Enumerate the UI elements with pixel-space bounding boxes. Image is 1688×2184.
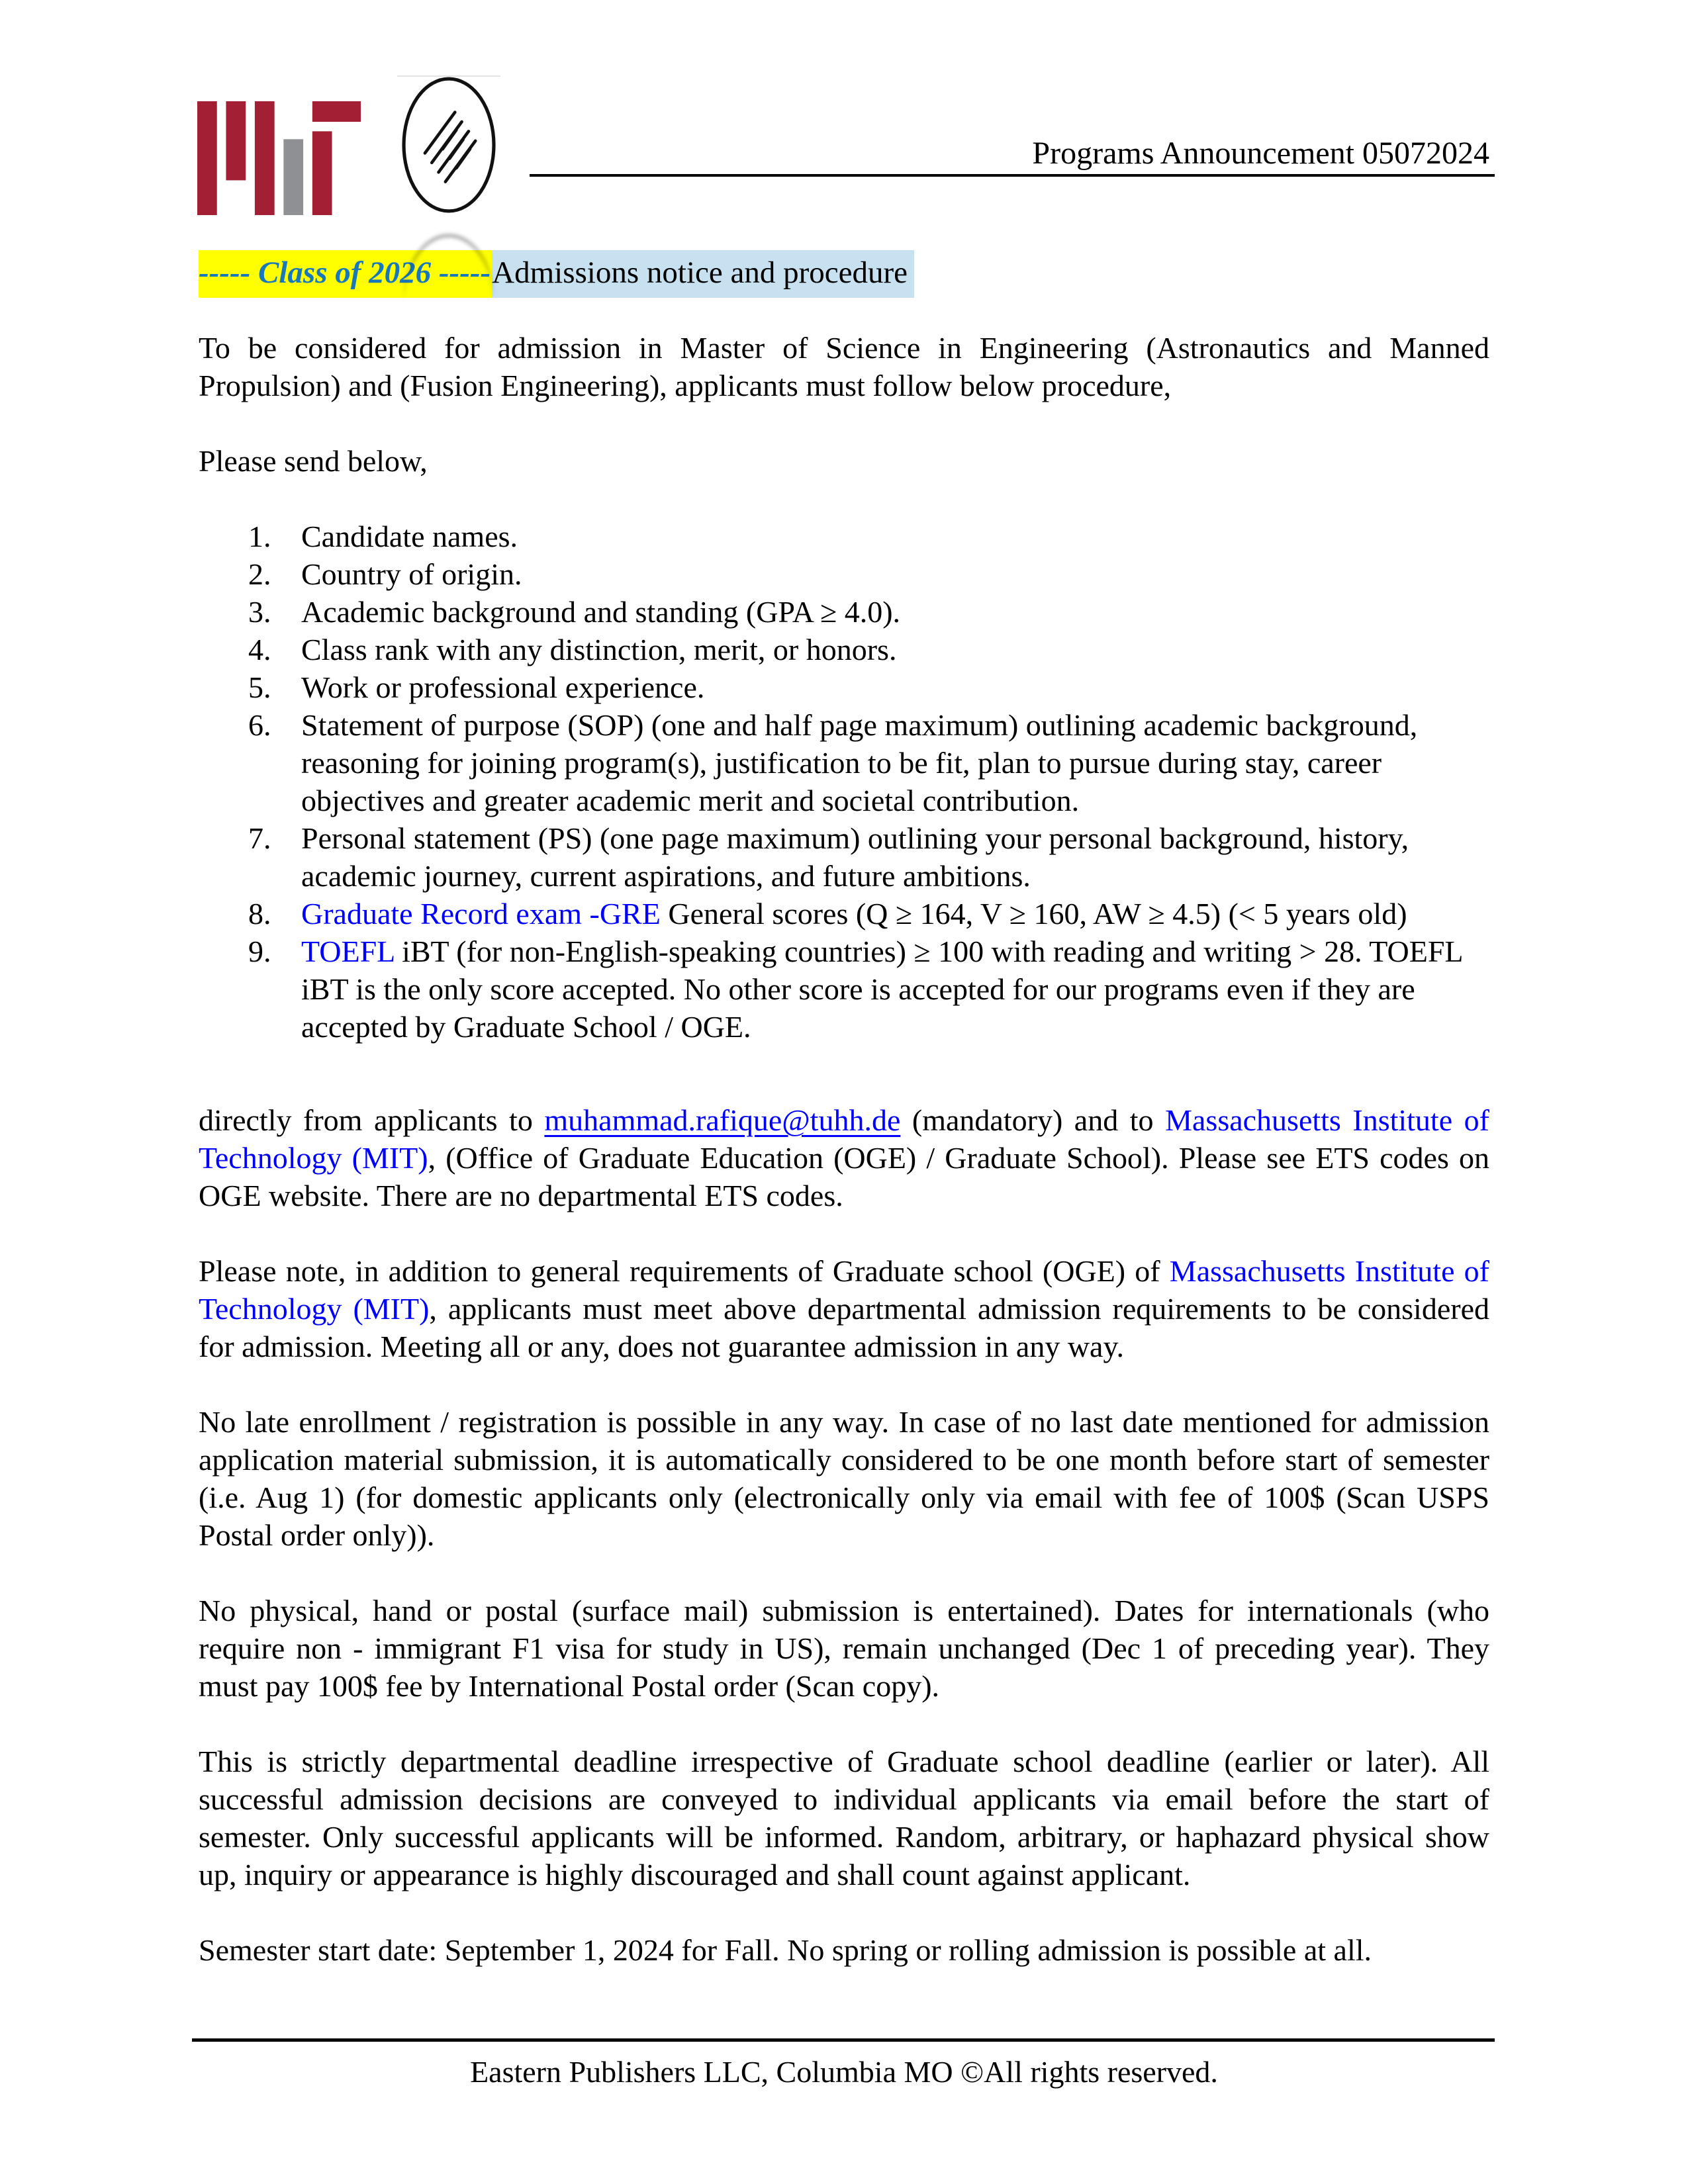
email-link[interactable]: muhammad.rafique@tuhh.de — [544, 1103, 901, 1137]
list-item-text: Candidate names. — [301, 520, 518, 553]
list-item-text: Class rank with any distinction, merit, or honors. — [301, 633, 897, 666]
deadline-paragraph: This is strictly departmental deadline irrespective of Graduate school deadline (earlier or later). All successful admission decisions are conveyed to individual applicants via email before the start of semester. Only successful applicants will be informed. Random, arbitrary, or haphazard physical show up, inquiry or appearance is highly discouraged and shall count against applicant. — [199, 1745, 1489, 1891]
toefl-keyword: TOEFL — [301, 934, 395, 968]
paragraph-text: , (Office of Graduate Education (OGE) / Graduate School). Please see ETS codes on OGE website. There are no departmental ETS codes. — [199, 1141, 1489, 1212]
directly-paragraph — [199, 1101, 1489, 1214]
late-enrollment-paragraph: No late enrollment / registration is possible in any way. In case of no last date mentioned for admission application material submission, it is automatically considered to be one month before start of semester (i.e. Aug 1) (for domestic applicants only (electronically only via email with fee of 100$ (Scan USPS Postal order only)). — [199, 1405, 1489, 1552]
list-item-text: Academic background and standing (GPA ≥ 4.0). — [301, 595, 901, 629]
publisher-logo-box — [397, 75, 500, 302]
class-of-2026-highlight: ----- Class of 2026 ----- — [199, 250, 492, 298]
list-item — [199, 668, 1489, 706]
hatched-ellipse-logo-icon — [397, 77, 500, 302]
list-item-text: Statement of purpose (SOP) (one and half page maximum) outlining academic background, reasoning for joining program(s), justification to be fit, plan to pursue during stay, career objectives and greater academic merit and societal contribution. — [301, 708, 1418, 817]
send-below-line: Please send below, — [199, 444, 428, 478]
list-number: 6. — [248, 708, 271, 742]
note-paragraph — [199, 1252, 1489, 1365]
footer-divider — [192, 2038, 1495, 2042]
list-number: 9. — [248, 934, 271, 968]
paragraph-text: Please note, in addition to general requirements of Graduate school (OGE) of — [199, 1254, 1170, 1288]
intro-paragraph: To be considered for admission in Master of Science in Engineering (Astronautics and Manned Propulsion) and (Fusion Engineering), applicants must follow below procedure, — [199, 331, 1489, 402]
page-title — [199, 250, 1489, 298]
list-item-toefl — [199, 933, 1489, 1046]
announcement-header: Programs Announcement 05072024 — [1032, 136, 1489, 171]
admissions-notice-highlight: Admissions notice and procedure — [492, 250, 914, 298]
list-item — [199, 593, 1489, 631]
list-item — [199, 518, 1489, 555]
header-divider — [530, 174, 1495, 177]
list-item-gre — [199, 895, 1489, 933]
gre-keyword: Graduate Record exam -GRE — [301, 897, 661, 931]
mit-logo-icon — [197, 101, 361, 215]
requirements-list — [199, 518, 1489, 1046]
mit-name-text: Massachusetts Institute of Technology (MIT) — [199, 1254, 1489, 1326]
list-item-text: Personal statement (PS) (one page maximum) outlining your personal background, history, academic journey, current aspirations, and future ambitions. — [301, 821, 1409, 893]
list-item — [199, 706, 1489, 819]
semester-start-line: Semester start date: September 1, 2024 for Fall. No spring or rolling admission is possible at all. — [199, 1933, 1372, 1967]
document-body — [0, 250, 1688, 1969]
footer-copyright: Eastern Publishers LLC, Columbia MO ©All rights reserved. — [470, 2055, 1218, 2089]
list-item — [199, 631, 1489, 668]
mit-name-text: Massachusetts Institute of Technology (MIT) — [199, 1103, 1489, 1175]
list-item-text: General scores (Q ≥ 164, V ≥ 160, AW ≥ 4.5) (< 5 years old) — [660, 897, 1407, 931]
list-item — [199, 819, 1489, 895]
list-number: 2. — [248, 557, 271, 591]
list-number: 3. — [248, 595, 271, 629]
list-item-text: Country of origin. — [301, 557, 522, 591]
list-number: 8. — [248, 897, 271, 931]
list-item — [199, 555, 1489, 593]
no-physical-paragraph: No physical, hand or postal (surface mail) submission is entertained). Dates for internationals (who require non - immigrant F1 visa for study in US), remain unchanged (Dec 1 of preceding year). They must pay 100$ fee by International Postal order (Scan copy). — [199, 1594, 1489, 1703]
paragraph-text: directly from applicants to — [199, 1103, 545, 1137]
list-number: 5. — [248, 670, 271, 704]
list-number: 7. — [248, 821, 271, 855]
list-item-text: Work or professional experience. — [301, 670, 705, 704]
list-item-text: iBT (for non-English-speaking countries) ≥ 100 with reading and writing > 28. TOEFL iBT is the only score accepted. No other score is accepted for our programs even if they are accepted by Graduate School / OGE. — [301, 934, 1462, 1044]
list-number: 4. — [248, 633, 271, 666]
paragraph-text: (mandatory) and to — [900, 1103, 1166, 1137]
list-number: 1. — [248, 520, 271, 553]
paragraph-text: , applicants must meet above departmental admission requirements to be considered for admission. Meeting all or any, does not guarantee admission in any way. — [199, 1292, 1489, 1363]
